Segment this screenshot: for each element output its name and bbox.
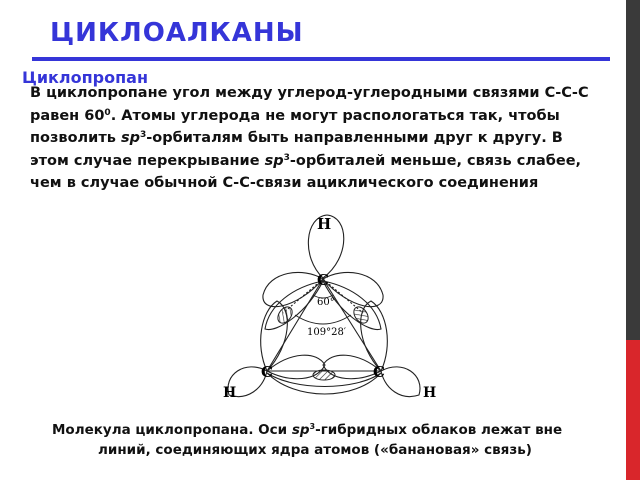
- atom-h-right: H: [423, 385, 437, 401]
- angle-label-109: 109°28′: [307, 327, 347, 338]
- body-paragraph: [30, 82, 590, 195]
- orbital-right-rear: [381, 367, 420, 397]
- atom-c-top: C: [317, 271, 329, 289]
- figure-caption: [0, 420, 640, 460]
- paragraph-sp-1: sp: [120, 130, 140, 146]
- caption-text-1b: -гибридных облаков лежат вне: [315, 422, 563, 438]
- cyclopropane-orbital-diagram: [205, 205, 465, 415]
- atom-h-top: H: [317, 215, 332, 233]
- caption-sup-3: 3: [309, 422, 316, 431]
- paragraph-sup-3a: 3: [139, 130, 147, 140]
- hatched-overlap-left: [275, 304, 295, 326]
- hatched-overlap-bottom: [313, 370, 335, 380]
- paragraph-text-3: -орбиталям быть направленными друг к другу. В этом случае перекрывание: [30, 130, 563, 169]
- paragraph-sup-3b: 3: [283, 152, 290, 163]
- title-underline: [32, 57, 610, 61]
- atom-c-left: C: [261, 363, 273, 381]
- orbital-top-left-rear: [263, 272, 323, 306]
- atom-h-left: H: [223, 385, 237, 401]
- paragraph-text-1: В циклопропане угол между углерод-углеродными связями С-С-С равен 60: [30, 85, 589, 124]
- paragraph-text-4: -орбиталей меньше, связь слабее, чем в случае обычной С-С-связи ациклического соединения: [30, 152, 582, 191]
- caption-text-1a: Молекула циклопропана. Оси: [52, 422, 292, 438]
- hatched-overlap-right: [351, 304, 371, 326]
- paragraph-text-2: . Атомы углерода не могут распологаться так, чтобы позволить: [30, 107, 560, 146]
- slide-subtitle: Циклопропан: [22, 68, 149, 87]
- atom-c-right: C: [373, 363, 385, 381]
- caption-line-1: [0, 420, 640, 440]
- slide-title: ЦИКЛОАЛКАНЫ: [50, 18, 304, 48]
- paragraph-sp-2: sp: [264, 152, 284, 169]
- caption-sp: sp: [291, 422, 310, 438]
- angle-label-60: 60°: [317, 297, 335, 308]
- side-bar-dark: [626, 0, 640, 340]
- caption-line-2: линий, соединяющих ядра атомов («банановая» связь): [98, 442, 532, 458]
- paragraph-degree-sup: 0: [104, 107, 111, 118]
